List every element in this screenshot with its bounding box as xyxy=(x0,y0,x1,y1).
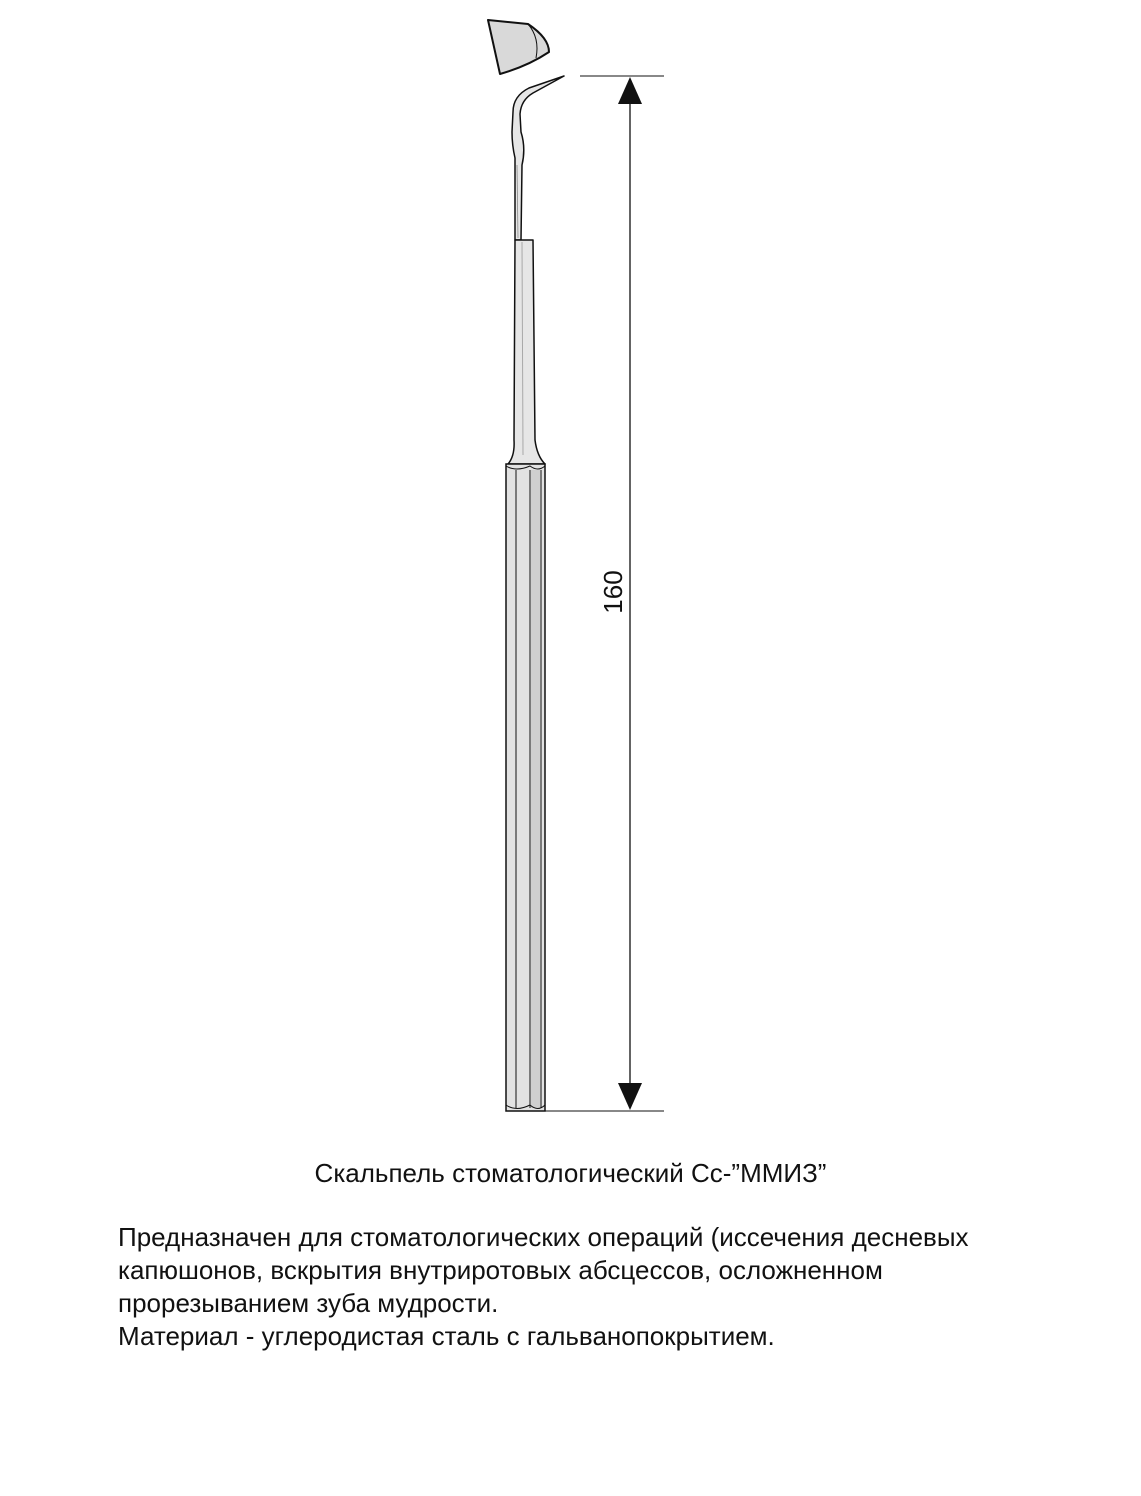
product-description xyxy=(118,1221,1118,1353)
scalpel-shank xyxy=(508,240,545,464)
dimension-value: 160 xyxy=(598,570,628,614)
handle-shade xyxy=(531,470,540,1108)
material-line: Материал - углеродистая сталь с гальванопокрытием. xyxy=(118,1321,775,1351)
scalpel-neck-curve xyxy=(512,76,564,240)
description-line-2: капюшонов, вскрытия внутриротовых абсцессов, осложненном xyxy=(118,1255,883,1285)
blade-profile xyxy=(488,20,549,74)
product-title: Скальпель стоматологический Сс-”ММИЗ” xyxy=(314,1158,827,1188)
dimension-arrow-bottom xyxy=(618,1083,642,1110)
description-line-1: Предназначен для стоматологических операций (иссечения десневых xyxy=(118,1222,969,1252)
description-line-3: прорезыванием зуба мудрости. xyxy=(118,1288,499,1318)
dimension-arrow-top xyxy=(618,77,642,104)
